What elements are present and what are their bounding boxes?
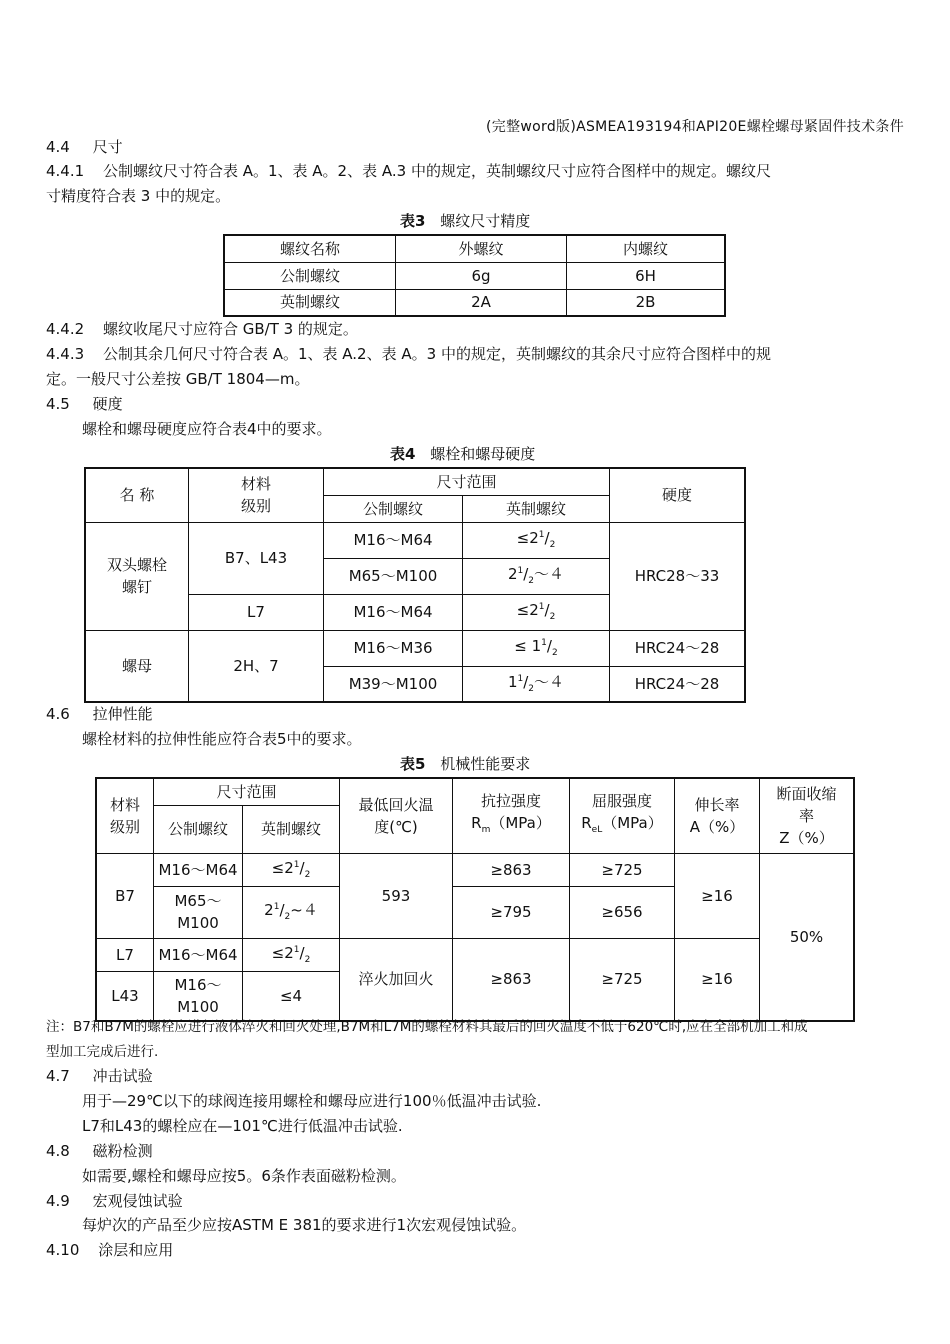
cell-metric: M16～ M100 xyxy=(154,971,243,1021)
cell-yield: ≥656 xyxy=(570,886,675,938)
note-line2: 型加工完成后进行. xyxy=(46,1044,159,1060)
section-title: 拉伸性能 xyxy=(92,705,153,723)
cell-inch: $1^1/_2\sim 4$ xyxy=(463,666,610,702)
caption-title: 机械性能要求 xyxy=(440,755,531,773)
header-metric: 公制螺纹 xyxy=(154,805,243,853)
section-title: 宏观侵蚀试验 xyxy=(92,1192,183,1210)
section-4-6 xyxy=(46,703,153,725)
para-text: 螺纹收尾尺寸应符合 GB/T 3 的规定。 xyxy=(102,320,358,338)
header-elongation: 伸长率 A（%） xyxy=(675,778,760,853)
table-row xyxy=(224,262,725,289)
header-yield: 屈服强度 $R_{eL}(MPa)$ xyxy=(570,778,675,853)
caption-number: 表5 xyxy=(400,755,426,773)
cell-grade: L7 xyxy=(96,938,154,971)
cell-tensile: ≥863 xyxy=(453,853,570,886)
para-text: 公制其余几何尺寸符合表 A。1、表 A.2、表 A。3 中的规定，英制螺纹的其余尺寸应符合图样中的规 xyxy=(102,345,771,363)
para-4-7-line2: L7和L43的螺栓应在—101℃进行低温冲击试验. xyxy=(82,1117,403,1135)
cell-metric: M65～ M100 xyxy=(154,886,243,938)
header-tensile: 抗拉强度 $R_m(MPa)$ xyxy=(453,778,570,853)
section-4-8 xyxy=(46,1140,153,1162)
table-row xyxy=(85,522,745,558)
para-4-4-1-line1 xyxy=(46,160,771,182)
table-cell: 6H xyxy=(567,262,726,289)
cell-inch: $\le 2^1/_2$ xyxy=(463,594,610,630)
table-header-cell: 螺纹名称 xyxy=(224,235,396,262)
caption-number: 表3 xyxy=(400,212,426,230)
section-number: 4.10 xyxy=(46,1241,80,1259)
section-number: 4.6 xyxy=(46,705,70,723)
cell-yield: ≥725 xyxy=(570,853,675,886)
header-size-range: 尺寸范围 xyxy=(324,468,610,495)
header-inch: 英制螺纹 xyxy=(463,495,610,522)
cell-temper-temp: 593 xyxy=(340,853,453,938)
cell-elongation: ≥16 xyxy=(675,853,760,938)
cell-inch: ≤4 xyxy=(243,971,340,1021)
section-title: 冲击试验 xyxy=(92,1067,153,1085)
section-title: 尺寸 xyxy=(92,138,123,156)
para-4-9: 每炉次的产品至少应按ASTM E 381的要求进行1次宏观侵蚀试验。 xyxy=(82,1216,527,1234)
section-number: 4.5 xyxy=(46,395,70,413)
table-cell: 6g xyxy=(396,262,567,289)
cell-name: 双头螺栓 螺钉 xyxy=(85,522,189,630)
header-inch: 英制螺纹 xyxy=(243,805,340,853)
para-4-7-line1: 用于—29℃以下的球阀连接用螺栓和螺母应进行100％低温冲击试验. xyxy=(82,1092,542,1110)
cell-hardness: HRC24～28 xyxy=(610,666,746,702)
table-header-cell: 外螺纹 xyxy=(396,235,567,262)
cell-yield: ≥725 xyxy=(570,938,675,1021)
cell-inch: ≤ $1^1/_2$ xyxy=(463,630,610,666)
cell-hardness: HRC24～28 xyxy=(610,630,746,666)
section-title: 磁粉检测 xyxy=(92,1142,153,1160)
header-name: 名 称 xyxy=(85,468,189,522)
section-title: 硬度 xyxy=(92,395,123,413)
caption-title: 螺纹尺寸精度 xyxy=(440,212,531,230)
table-cell: 2B xyxy=(567,289,726,316)
cell-metric: M16～M64 xyxy=(324,594,463,630)
cell-tensile: ≥863 xyxy=(453,938,570,1021)
table-row xyxy=(224,289,725,316)
section-number: 4.4.1 xyxy=(46,162,85,180)
cell-grade: L7 xyxy=(189,594,324,630)
cell-area-reduction: 50% xyxy=(760,853,855,1021)
table-row xyxy=(85,630,745,666)
section-number: 4.8 xyxy=(46,1142,70,1160)
table-row xyxy=(96,853,854,886)
cell-metric: M16～M64 xyxy=(154,938,243,971)
para-4-4-2 xyxy=(46,318,358,340)
para-4-4-3-line1 xyxy=(46,343,771,365)
caption-title: 螺栓和螺母硬度 xyxy=(430,445,536,463)
cell-elongation: ≥16 xyxy=(675,938,760,1021)
para-text: 公制螺纹尺寸符合表 A。1、表 A。2、表 A.3 中的规定，英制螺纹尺寸应符合图样中的规定。螺纹尺 xyxy=(102,162,771,180)
page-header: (完整word版)ASMEA193194和API20E螺栓螺母紧固件技术条件 xyxy=(486,119,904,135)
table-header-cell: 内螺纹 xyxy=(567,235,726,262)
section-number: 4.4 xyxy=(46,138,70,156)
table5-caption xyxy=(400,753,530,774)
header-grade: 材料 级别 xyxy=(96,778,154,853)
para-4-4-1-line2: 寸精度符合表 3 中的规定。 xyxy=(46,187,231,205)
section-4-9 xyxy=(46,1190,183,1212)
para-4-6: 螺栓材料的拉伸性能应符合表5中的要求。 xyxy=(82,730,362,748)
cell-grade: L43 xyxy=(96,971,154,1021)
cell-metric: M16～M64 xyxy=(154,853,243,886)
cell-inch: $\le 2^1/_2$ xyxy=(463,522,610,558)
section-title: 涂层和应用 xyxy=(98,1241,174,1259)
para-4-4-3-line2: 定。一般尺寸公差按 GB/T 1804—m。 xyxy=(46,370,310,388)
table-cell: 公制螺纹 xyxy=(224,262,396,289)
section-4-7 xyxy=(46,1065,153,1087)
section-number: 4.4.3 xyxy=(46,345,85,363)
cell-grade: B7 xyxy=(96,853,154,938)
table4-caption xyxy=(390,443,535,464)
cell-metric: M65～M100 xyxy=(324,558,463,594)
header-metric: 公制螺纹 xyxy=(324,495,463,522)
table-cell: 英制螺纹 xyxy=(224,289,396,316)
cell-inch: $2^1/_2\sim 4$ xyxy=(243,886,340,938)
table5 xyxy=(95,777,855,1022)
header-temper-temp: 最低回火温 度(℃) xyxy=(340,778,453,853)
section-4-4 xyxy=(46,136,123,158)
header-size-range: 尺寸范围 xyxy=(154,778,340,805)
cell-metric: M16～M36 xyxy=(324,630,463,666)
header-area-reduction: 断面收缩 率 Z（%） xyxy=(760,778,855,853)
cell-temper-temp: 淬火加回火 xyxy=(340,938,453,1021)
section-4-10 xyxy=(46,1239,173,1261)
para-4-8: 如需要,螺栓和螺母应按5。6条作表面磁粉检测。 xyxy=(82,1167,406,1185)
note-line1: 注：B7和B7M的螺栓应进行液体淬火和回火处理,B7M和L7M的螺栓材料其最后的回火温度不低于620℃时,应在全部机加工和成 xyxy=(46,1019,808,1035)
table3-caption xyxy=(400,210,530,231)
table-cell: 2A xyxy=(396,289,567,316)
cell-hardness: HRC28～33 xyxy=(610,522,746,630)
table3 xyxy=(223,234,726,317)
para-4-5: 螺栓和螺母硬度应符合表4中的要求。 xyxy=(82,420,332,438)
cell-metric: M16～M64 xyxy=(324,522,463,558)
cell-name: 螺母 xyxy=(85,630,189,702)
header-hardness: 硬度 xyxy=(610,468,746,522)
cell-tensile: ≥795 xyxy=(453,886,570,938)
caption-number: 表4 xyxy=(390,445,416,463)
cell-grade: B7、L43 xyxy=(189,522,324,594)
section-number: 4.7 xyxy=(46,1067,70,1085)
section-4-5 xyxy=(46,393,123,415)
section-number: 4.9 xyxy=(46,1192,70,1210)
section-number: 4.4.2 xyxy=(46,320,85,338)
header-grade: 材料 级别 xyxy=(189,468,324,522)
cell-inch: $2^1/_2\sim 4$ xyxy=(463,558,610,594)
cell-inch: $\le 2^1/_2$ xyxy=(243,853,340,886)
cell-grade: 2H、7 xyxy=(189,630,324,702)
table-row xyxy=(96,938,854,971)
cell-inch: $\le 2^1/_2$ xyxy=(243,938,340,971)
cell-metric: M39～M100 xyxy=(324,666,463,702)
table4 xyxy=(84,467,746,703)
